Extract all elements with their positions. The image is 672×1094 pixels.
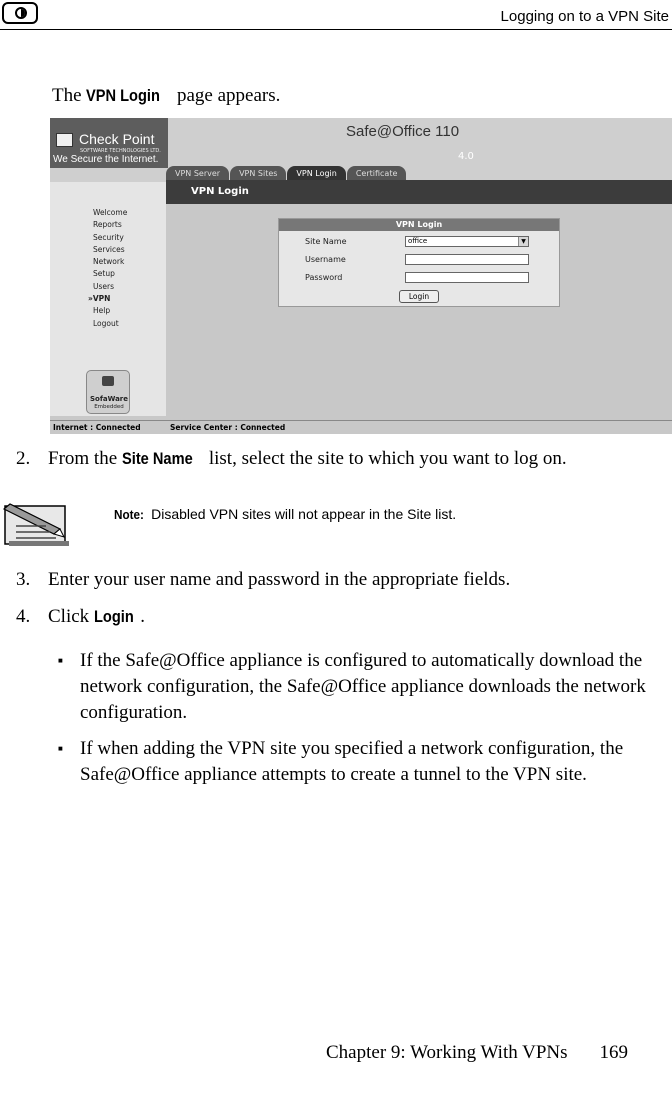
service-center-status: Service Center : Connected xyxy=(170,423,286,432)
note-label: Note: xyxy=(114,507,144,522)
page-number: 169 xyxy=(599,1042,629,1063)
login-button[interactable]: Login xyxy=(399,290,439,303)
check-point-logo: Check Point SOFTWARE TECHNOLOGIES LTD. We Secure the Internet. xyxy=(50,118,168,168)
step-4: 4. Click Login . xyxy=(16,604,145,630)
password-label: Password xyxy=(305,273,343,282)
vpn-login-panel xyxy=(278,218,560,307)
tab-vpn-login[interactable]: VPN Login xyxy=(287,166,345,181)
page-title: VPN Login xyxy=(191,186,249,197)
bullet-1: If the Safe@Office appliance is configured to automatically download the network configuration, the Safe@Office appliance downloads the network configuration. xyxy=(80,650,646,723)
bullet-2: If when adding the VPN site you specified a network configuration, the Safe@Office appliance attempts to create a tunnel to the VPN site. xyxy=(80,738,624,785)
sidebar-item-network[interactable]: Network xyxy=(93,257,125,267)
tab-vpn-server[interactable]: VPN Server xyxy=(166,166,229,181)
vpn-login-screenshot xyxy=(50,118,672,434)
product-name: Safe@Office 110 xyxy=(346,123,460,140)
sidebar-item-services[interactable]: Services xyxy=(93,244,125,254)
site-name-label: Site Name xyxy=(305,237,347,246)
sidebar-item-security[interactable]: Security xyxy=(93,232,124,242)
sidebar-menu xyxy=(88,207,128,330)
note-text: Note: Disabled VPN sites will not appear in the Site list. xyxy=(114,506,457,522)
current-marker-icon: » xyxy=(88,294,93,304)
note-pencil-icon xyxy=(2,496,70,548)
sidebar-item-welcome[interactable]: Welcome xyxy=(93,208,128,217)
sofaware-badge: SofaWare Embedded xyxy=(86,370,130,414)
password-input[interactable] xyxy=(405,272,529,283)
bullet-square-icon: ■ xyxy=(58,744,63,753)
monitor-icon xyxy=(102,376,114,386)
page-footer xyxy=(326,1042,628,1064)
sidebar-item-help[interactable]: Help xyxy=(93,306,111,316)
vpn-tabs xyxy=(166,166,407,181)
step4-bold: Login xyxy=(93,607,134,626)
running-header-title: Logging on to a VPN Site xyxy=(500,8,669,25)
sidebar-item-setup[interactable]: Setup xyxy=(93,269,115,279)
site-name-select[interactable]: office ▼ xyxy=(405,236,529,247)
page-title-bar xyxy=(166,180,672,204)
username-input[interactable] xyxy=(405,254,529,265)
footer-chapter: Chapter 9: Working With VPNs xyxy=(326,1042,568,1063)
panel-title: VPN Login xyxy=(279,219,559,231)
sidebar-item-logout[interactable]: Logout xyxy=(93,318,119,328)
username-label: Username xyxy=(305,255,346,264)
logo-box-icon xyxy=(56,133,73,147)
tab-vpn-sites[interactable]: VPN Sites xyxy=(230,166,286,181)
sidebar-item-users[interactable]: Users xyxy=(93,281,115,291)
sidebar-item-reports[interactable]: Reports xyxy=(93,220,122,230)
intro-paragraph: The VPN Login page appears. xyxy=(52,83,280,109)
header-rule xyxy=(0,29,672,30)
screen-icon xyxy=(2,2,38,24)
tab-certificate[interactable]: Certificate xyxy=(347,166,407,181)
step-3: 3. Enter your user name and password in the appropriate fields. xyxy=(16,569,511,590)
bullet-square-icon: ■ xyxy=(58,656,63,665)
status-bar xyxy=(50,420,672,434)
step-2: 2. From the Site Name list, select the site to which you want to log on. xyxy=(16,446,567,472)
chevron-down-icon: ▼ xyxy=(518,237,528,246)
intro-bold: VPN Login xyxy=(86,86,161,105)
internet-status: Internet : Connected xyxy=(53,423,141,432)
product-version: 4.0 xyxy=(458,151,474,162)
step2-bold: Site Name xyxy=(121,449,193,468)
sidebar-item-vpn[interactable]: »VPN xyxy=(88,294,111,304)
